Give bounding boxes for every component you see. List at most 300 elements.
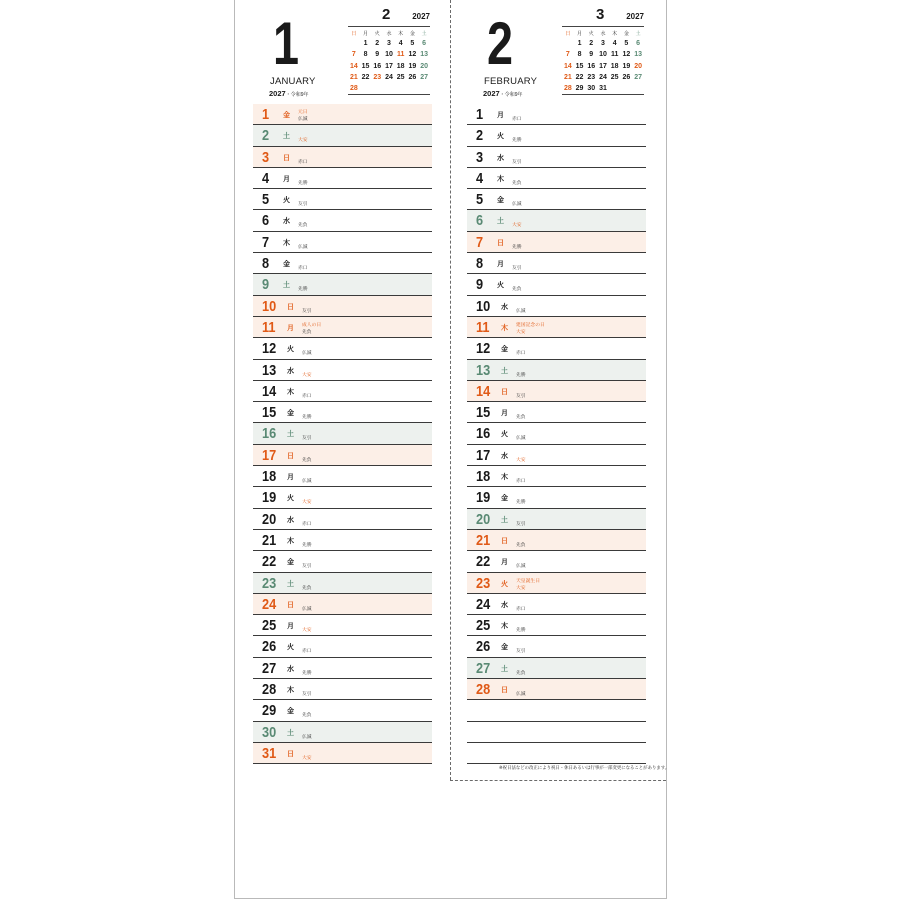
day-weekday: 金 <box>287 558 294 567</box>
day-row <box>253 147 432 168</box>
day-weekday: 土 <box>287 579 294 588</box>
mini-day: 13 <box>634 51 642 59</box>
day-row <box>467 423 646 444</box>
day-number: 13 <box>262 361 277 379</box>
holiday-label: 元日 <box>298 110 308 115</box>
mini-day: 2 <box>589 40 594 48</box>
blank-row <box>467 700 646 721</box>
day-number: 1 <box>476 106 484 123</box>
rokuyo-label: 友引 <box>512 159 522 165</box>
rokuyo-label: 仏滅 <box>298 117 308 122</box>
day-number: 22 <box>476 553 491 571</box>
rokuyo-label: 友引 <box>516 393 526 399</box>
day-row <box>467 147 646 168</box>
day-weekday: 火 <box>497 281 504 290</box>
day-number: 4 <box>262 169 270 187</box>
day-number: 11 <box>262 318 276 336</box>
day-number: 9 <box>262 276 270 294</box>
rokuyo-label: 仏滅 <box>302 606 312 612</box>
day-number: 15 <box>476 404 491 422</box>
day-weekday: 金 <box>501 643 508 652</box>
mini-weekday: 水 <box>600 31 606 37</box>
day-number: 18 <box>262 468 277 486</box>
holiday-label: 建国記念の日 <box>516 322 545 328</box>
rokuyo-label: 友引 <box>298 202 308 208</box>
day-weekday: 水 <box>287 515 294 524</box>
day-list <box>467 104 646 764</box>
day-number: 4 <box>476 169 484 187</box>
day-number: 26 <box>262 638 277 656</box>
mini-day <box>348 38 360 49</box>
day-row <box>467 189 646 210</box>
day-row <box>253 658 432 679</box>
day-row <box>467 679 646 700</box>
mini-day <box>621 83 633 94</box>
mini-day: 24 <box>385 74 393 82</box>
holiday-note: ※祝日法などの改正により祝日・休日あるいは行事が一部変更になることがあります。 <box>499 766 670 771</box>
day-number: 14 <box>262 382 277 400</box>
day-weekday: 水 <box>287 366 294 375</box>
day-list <box>253 104 432 764</box>
day-weekday: 日 <box>287 749 294 758</box>
mini-day: 10 <box>385 51 393 59</box>
day-number: 21 <box>476 531 491 549</box>
rokuyo-label: 先勝 <box>298 180 308 186</box>
mini-day: 2 <box>375 40 380 48</box>
day-weekday: 火 <box>501 430 508 439</box>
rokuyo-label: 先勝 <box>516 500 526 506</box>
rokuyo-label: 先勝 <box>302 670 312 676</box>
mini-month-number: 2 <box>382 6 391 23</box>
rokuyo-label: 赤口 <box>302 649 312 655</box>
day-number: 24 <box>476 595 491 613</box>
day-row <box>253 636 432 657</box>
day-row <box>253 700 432 721</box>
day-weekday: 土 <box>283 281 290 290</box>
day-row <box>467 530 646 551</box>
day-row <box>253 743 432 764</box>
day-row <box>253 573 432 594</box>
day-weekday: 月 <box>287 473 294 482</box>
rokuyo-label: 赤口 <box>516 479 526 485</box>
day-row <box>467 402 646 423</box>
day-weekday: 水 <box>501 302 508 311</box>
mini-day: 27 <box>420 74 428 82</box>
mini-day <box>360 83 372 94</box>
mini-day: 27 <box>634 74 642 82</box>
month-number: 2 <box>487 10 512 77</box>
mini-day: 9 <box>375 51 380 59</box>
holiday-label: 成人の日 <box>302 322 322 328</box>
rokuyo-label: 大安 <box>516 585 526 591</box>
day-number: 31 <box>262 744 277 762</box>
rokuyo-label: 仏滅 <box>516 308 526 314</box>
mini-day: 13 <box>420 51 428 59</box>
day-weekday: 月 <box>501 558 508 567</box>
day-weekday: 月 <box>497 111 504 119</box>
day-number: 17 <box>476 446 491 464</box>
day-number: 14 <box>476 382 491 400</box>
day-number: 25 <box>262 617 277 635</box>
mini-day: 21 <box>349 74 358 82</box>
day-weekday: 水 <box>501 600 508 609</box>
day-number: 30 <box>262 723 277 741</box>
rokuyo-label: 赤口 <box>302 521 312 527</box>
day-weekday: 月 <box>287 323 294 332</box>
rokuyo-label: 仏滅 <box>516 564 526 570</box>
day-number: 8 <box>476 255 484 273</box>
mini-month-number: 3 <box>596 6 605 23</box>
rokuyo-label: 赤口 <box>512 117 522 122</box>
mini-day: 18 <box>396 62 405 70</box>
day-weekday: 木 <box>283 238 290 247</box>
day-row <box>467 658 646 679</box>
day-number: 28 <box>262 681 277 699</box>
mini-day: 25 <box>610 74 619 82</box>
day-number: 27 <box>262 659 277 677</box>
day-row <box>253 509 432 530</box>
day-row <box>467 487 646 508</box>
day-row <box>467 296 646 317</box>
day-number: 5 <box>262 191 270 209</box>
day-weekday: 日 <box>501 387 508 396</box>
day-number: 23 <box>262 574 277 592</box>
mini-day: 14 <box>563 62 572 70</box>
rokuyo-label: 友引 <box>516 649 526 655</box>
day-row <box>253 232 432 253</box>
mini-weekday: 水 <box>386 31 392 37</box>
day-row <box>467 168 646 189</box>
day-row <box>467 360 646 381</box>
mini-day: 21 <box>563 74 572 82</box>
mini-weekday: 土 <box>421 31 427 37</box>
month-year: 2027・令和9年 <box>269 89 309 98</box>
day-row <box>253 594 432 615</box>
rokuyo-label: 友引 <box>516 521 526 527</box>
day-row <box>253 189 432 210</box>
day-number: 17 <box>262 446 277 464</box>
day-number: 6 <box>476 212 484 230</box>
mini-day <box>383 83 395 94</box>
day-row <box>253 168 432 189</box>
rokuyo-label: 友引 <box>302 436 312 442</box>
mini-day: 23 <box>373 74 382 82</box>
day-number: 12 <box>476 340 491 358</box>
day-weekday: 土 <box>501 366 508 375</box>
day-number: 15 <box>262 404 277 422</box>
mini-day: 28 <box>563 85 572 93</box>
day-weekday: 火 <box>283 196 290 205</box>
rokuyo-label: 大安 <box>302 500 312 506</box>
day-row <box>467 317 646 338</box>
mini-weekday: 金 <box>409 31 415 37</box>
day-row <box>467 274 646 295</box>
blank-row <box>467 743 646 764</box>
mini-day: 26 <box>622 74 631 82</box>
day-number: 9 <box>476 276 484 294</box>
mini-weekday: 月 <box>577 31 583 37</box>
day-row <box>467 253 646 274</box>
day-weekday: 木 <box>287 686 294 695</box>
day-number: 8 <box>262 255 270 273</box>
day-weekday: 木 <box>287 536 294 545</box>
mini-day: 18 <box>610 62 619 70</box>
rokuyo-label: 仏滅 <box>512 202 522 208</box>
day-weekday: 金 <box>501 345 508 354</box>
day-weekday: 金 <box>501 494 508 503</box>
day-row <box>253 296 432 317</box>
day-number: 5 <box>476 191 484 209</box>
mini-day: 28 <box>349 85 358 93</box>
day-weekday: 木 <box>501 323 508 332</box>
mini-day: 19 <box>408 62 417 70</box>
rokuyo-label: 大安 <box>512 223 522 229</box>
day-row <box>467 551 646 572</box>
mini-day <box>395 83 407 94</box>
day-number: 1 <box>262 106 270 123</box>
mini-day: 17 <box>385 62 393 70</box>
mini-weekday: 土 <box>635 31 641 37</box>
day-weekday: 月 <box>497 260 504 269</box>
day-weekday: 土 <box>283 132 290 141</box>
day-weekday: 土 <box>497 217 504 226</box>
mini-day <box>609 83 621 94</box>
mini-day: 17 <box>599 62 607 70</box>
mini-day: 4 <box>398 40 403 48</box>
mini-day: 15 <box>361 62 370 70</box>
day-row <box>253 466 432 487</box>
rokuyo-label: 仏滅 <box>516 692 526 698</box>
mini-day: 26 <box>408 74 417 82</box>
day-row <box>467 381 646 402</box>
day-row <box>253 125 432 146</box>
day-weekday: 火 <box>287 494 294 503</box>
mini-year: 2027 <box>412 12 430 21</box>
mini-day: 12 <box>622 51 631 59</box>
day-weekday: 日 <box>501 686 508 695</box>
day-number: 11 <box>476 318 490 336</box>
day-weekday: 日 <box>287 302 294 311</box>
day-number: 25 <box>476 617 491 635</box>
rokuyo-label: 赤口 <box>302 393 312 399</box>
mini-day: 22 <box>361 74 370 82</box>
day-weekday: 土 <box>501 515 508 524</box>
rokuyo-label: 赤口 <box>516 351 526 357</box>
day-row <box>467 509 646 530</box>
day-number: 26 <box>476 638 491 656</box>
day-row <box>253 722 432 743</box>
mini-day: 20 <box>420 62 428 70</box>
mini-day: 5 <box>624 40 629 48</box>
mini-day <box>562 38 574 49</box>
day-row <box>253 210 432 231</box>
month-english: FEBRUARY <box>484 76 538 87</box>
mini-day: 11 <box>396 51 405 59</box>
blank-row <box>467 722 646 743</box>
rokuyo-label: 仏滅 <box>302 479 312 485</box>
mini-day: 8 <box>577 51 582 59</box>
day-row <box>253 445 432 466</box>
mini-day: 3 <box>387 40 391 48</box>
rokuyo-label: 先負 <box>516 542 526 548</box>
day-row <box>467 573 646 594</box>
day-weekday: 木 <box>501 473 508 482</box>
day-weekday: 火 <box>287 643 294 652</box>
day-number: 3 <box>476 148 484 166</box>
mini-day: 12 <box>408 51 417 59</box>
day-row <box>253 423 432 444</box>
day-row <box>253 551 432 572</box>
day-number: 3 <box>262 148 270 166</box>
rokuyo-label: 先負 <box>516 415 526 421</box>
day-row <box>467 594 646 615</box>
rokuyo-label: 大安 <box>298 138 308 144</box>
mini-weekday: 日 <box>351 31 357 37</box>
day-number: 22 <box>262 553 277 571</box>
mini-year: 2027 <box>626 12 644 21</box>
rokuyo-label: 先勝 <box>512 244 522 250</box>
mini-weekday: 日 <box>565 31 571 37</box>
mini-day: 9 <box>589 51 594 59</box>
day-row <box>253 104 432 125</box>
day-number: 19 <box>476 489 491 507</box>
rokuyo-label: 友引 <box>512 266 522 272</box>
mini-weekday: 金 <box>623 31 629 37</box>
mini-weekday: 月 <box>363 31 369 37</box>
mini-weekday: 木 <box>612 31 618 37</box>
rokuyo-label: 先勝 <box>298 287 308 293</box>
mini-day: 30 <box>587 85 596 93</box>
day-weekday: 月 <box>283 174 290 183</box>
mini-day: 16 <box>373 62 382 70</box>
day-number: 16 <box>476 425 491 443</box>
day-number: 16 <box>262 425 277 443</box>
perforation-line <box>450 0 451 780</box>
rokuyo-label: 先勝 <box>516 372 526 378</box>
mini-weekday: 木 <box>398 31 404 37</box>
rokuyo-label: 先負 <box>512 287 522 293</box>
day-number: 7 <box>262 233 270 251</box>
mini-day <box>407 83 419 94</box>
mini-day: 23 <box>587 74 596 82</box>
mini-day: 5 <box>410 40 415 48</box>
day-weekday: 金 <box>497 196 504 205</box>
day-number: 18 <box>476 468 491 486</box>
rokuyo-label: 先勝 <box>512 138 522 144</box>
day-weekday: 木 <box>497 174 504 183</box>
day-weekday: 金 <box>287 409 294 418</box>
rokuyo-label: 仏滅 <box>298 244 308 250</box>
rokuyo-label: 仏滅 <box>516 436 526 442</box>
day-row <box>253 679 432 700</box>
mini-day: 15 <box>575 62 584 70</box>
rokuyo-label: 友引 <box>302 692 312 698</box>
month-year: 2027・令和9年 <box>483 89 523 98</box>
rokuyo-label: 大安 <box>302 372 312 378</box>
day-weekday: 木 <box>501 622 508 631</box>
rokuyo-label: 仏滅 <box>302 351 312 357</box>
day-number: 29 <box>262 702 277 720</box>
day-weekday: 水 <box>283 217 290 226</box>
day-row <box>467 466 646 487</box>
day-row <box>253 381 432 402</box>
rokuyo-label: 大安 <box>302 628 312 634</box>
day-number: 21 <box>262 531 277 549</box>
day-weekday: 日 <box>283 153 290 162</box>
rokuyo-label: 先勝 <box>516 628 526 634</box>
day-number: 19 <box>262 489 277 507</box>
rokuyo-label: 友引 <box>302 308 312 314</box>
day-number: 27 <box>476 659 491 677</box>
rokuyo-label: 先勝 <box>302 542 312 548</box>
mini-day: 29 <box>575 85 584 93</box>
mini-day: 10 <box>599 51 607 59</box>
day-row <box>253 274 432 295</box>
mini-day: 24 <box>599 74 607 82</box>
day-number: 20 <box>262 510 277 528</box>
mini-day <box>371 83 383 94</box>
mini-day: 7 <box>351 51 356 59</box>
day-weekday: 火 <box>497 132 504 141</box>
day-weekday: 月 <box>287 622 294 631</box>
mini-weekday: 火 <box>588 31 594 37</box>
mini-day: 6 <box>422 40 427 48</box>
day-row <box>253 253 432 274</box>
mini-calendar-next <box>562 8 644 95</box>
day-row <box>467 445 646 466</box>
day-weekday: 金 <box>283 260 290 269</box>
day-row <box>467 104 646 125</box>
day-number: 13 <box>476 361 491 379</box>
rokuyo-label: 仏滅 <box>302 734 312 740</box>
day-row <box>253 360 432 381</box>
day-row <box>467 125 646 146</box>
rokuyo-label: 先負 <box>302 585 312 591</box>
mini-calendar-next <box>348 8 430 95</box>
rokuyo-label: 先負 <box>302 457 312 463</box>
rokuyo-label: 友引 <box>302 564 312 570</box>
rokuyo-label: 先負 <box>302 713 312 719</box>
day-number: 6 <box>262 212 270 230</box>
day-weekday: 日 <box>497 238 504 247</box>
day-weekday: 土 <box>501 664 508 673</box>
day-row <box>253 615 432 636</box>
day-number: 7 <box>476 233 484 251</box>
rokuyo-label: 先負 <box>302 329 312 335</box>
day-number: 10 <box>262 297 277 315</box>
mini-day: 20 <box>634 62 642 70</box>
rokuyo-label: 先勝 <box>302 415 312 421</box>
rokuyo-label: 先負 <box>298 223 308 229</box>
mini-day <box>418 83 430 94</box>
rokuyo-label: 先負 <box>516 670 526 676</box>
day-number: 2 <box>476 127 484 145</box>
rokuyo-label: 赤口 <box>516 606 526 612</box>
day-row <box>253 402 432 423</box>
rokuyo-label: 赤口 <box>298 159 308 165</box>
day-row <box>467 232 646 253</box>
rokuyo-label: 赤口 <box>298 266 308 272</box>
day-number: 28 <box>476 681 491 699</box>
rokuyo-label: 大安 <box>302 755 312 761</box>
day-weekday: 木 <box>287 387 294 396</box>
day-row <box>467 615 646 636</box>
day-weekday: 火 <box>501 579 508 588</box>
day-weekday: 日 <box>287 600 294 609</box>
rokuyo-label: 先負 <box>512 180 522 186</box>
day-number: 10 <box>476 297 491 315</box>
day-number: 12 <box>262 340 277 358</box>
